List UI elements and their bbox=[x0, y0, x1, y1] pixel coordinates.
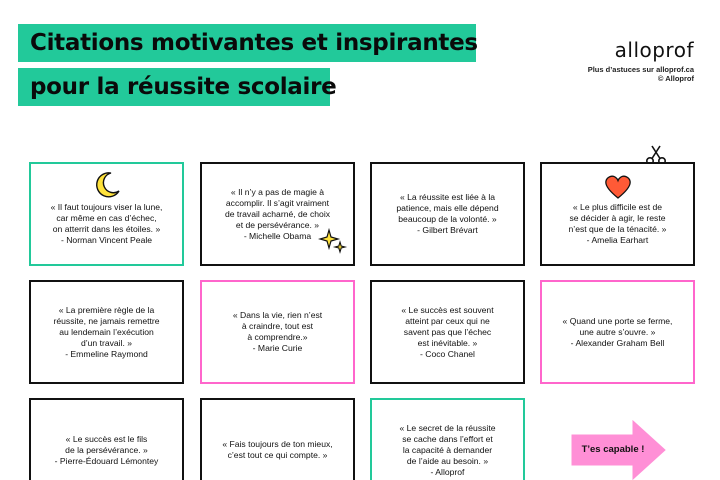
quote-text: « Il n’y a pas de magie à accomplir. Il s’agit vraiment de travail acharné, de choix et de persévérance. » bbox=[224, 186, 331, 230]
quote-author: - Alloprof bbox=[430, 466, 465, 477]
title-line-1-bar bbox=[18, 24, 476, 62]
quote-author: - Michelle Obama bbox=[243, 230, 312, 241]
quote-card-9 bbox=[29, 398, 184, 480]
quote-card-10 bbox=[200, 398, 355, 480]
brand-tagline: Plus d’astuces sur alloprof.ca bbox=[587, 65, 694, 74]
quote-text: « La première règle de la réussite, ne jamais remettre au lendemain l’exécution d’un travail. » bbox=[53, 304, 160, 348]
page-title-line-2: pour la réussite scolaire bbox=[30, 74, 337, 100]
quote-author: - Emmeline Raymond bbox=[65, 348, 148, 359]
quote-card-4 bbox=[540, 162, 695, 266]
moon-icon bbox=[92, 170, 122, 200]
alloprof-logo: alloprof bbox=[614, 38, 694, 62]
quote-text: « Quand une porte se ferme, une autre s’ouvre. » bbox=[562, 315, 673, 337]
quote-author: - Coco Chanel bbox=[420, 348, 475, 359]
quote-card-5 bbox=[29, 280, 184, 384]
quote-text: « Le succès est le fils de la persévérance. » bbox=[65, 433, 148, 455]
quote-text: « Dans la vie, rien n’est à craindre, tout est à comprendre.» bbox=[232, 310, 323, 342]
quote-author: - Alexander Graham Bell bbox=[570, 337, 665, 348]
quote-author: - Amelia Earhart bbox=[586, 235, 649, 245]
quote-card-6 bbox=[200, 280, 355, 384]
quote-card-3 bbox=[370, 162, 525, 266]
quote-text: « Fais toujours de ton mieux, c’est tout ce qui compte. » bbox=[222, 439, 333, 460]
quote-card-1 bbox=[29, 162, 184, 266]
brand-block bbox=[588, 38, 694, 83]
quote-text: « Il faut toujours viser la lune, car même en cas d’échec, on atterrit dans les étoiles. » bbox=[50, 202, 163, 234]
quote-text: « Le secret de la réussite se cache dans l’effort et la capacité à demander de l’aide au besoin. » bbox=[399, 422, 496, 466]
quote-author: - Pierre-Édouard Lémontey bbox=[54, 455, 159, 466]
quote-card-7 bbox=[370, 280, 525, 384]
quote-author: - Norman Vincent Peale bbox=[60, 235, 153, 245]
quote-card-11 bbox=[370, 398, 525, 480]
quote-text: « Le succès est souvent atteint par ceux qui ne savent pas que l’échec est inévitable. » bbox=[401, 304, 494, 348]
sparkles-icon bbox=[318, 226, 348, 256]
title-line-2-bar bbox=[18, 68, 337, 106]
quote-text: « Le plus difficile est de se décider à agir, le reste n’est que de la ténacité. » bbox=[568, 202, 667, 234]
arrow-label: T’es capable ! bbox=[581, 443, 645, 455]
page-title-line-1: Citations motivantes et inspirantes bbox=[30, 30, 478, 56]
brand-copyright: © Alloprof bbox=[657, 74, 694, 83]
quote-card-8 bbox=[540, 280, 695, 384]
quote-text: « La réussite est liée à la patience, mais elle dépend beaucoup de la volonté. » bbox=[396, 192, 499, 224]
heart-icon bbox=[604, 174, 632, 200]
encouragement-arrow bbox=[571, 420, 667, 480]
quote-author: - Gilbert Brévart bbox=[417, 225, 478, 235]
quote-author: - Marie Curie bbox=[252, 343, 303, 353]
